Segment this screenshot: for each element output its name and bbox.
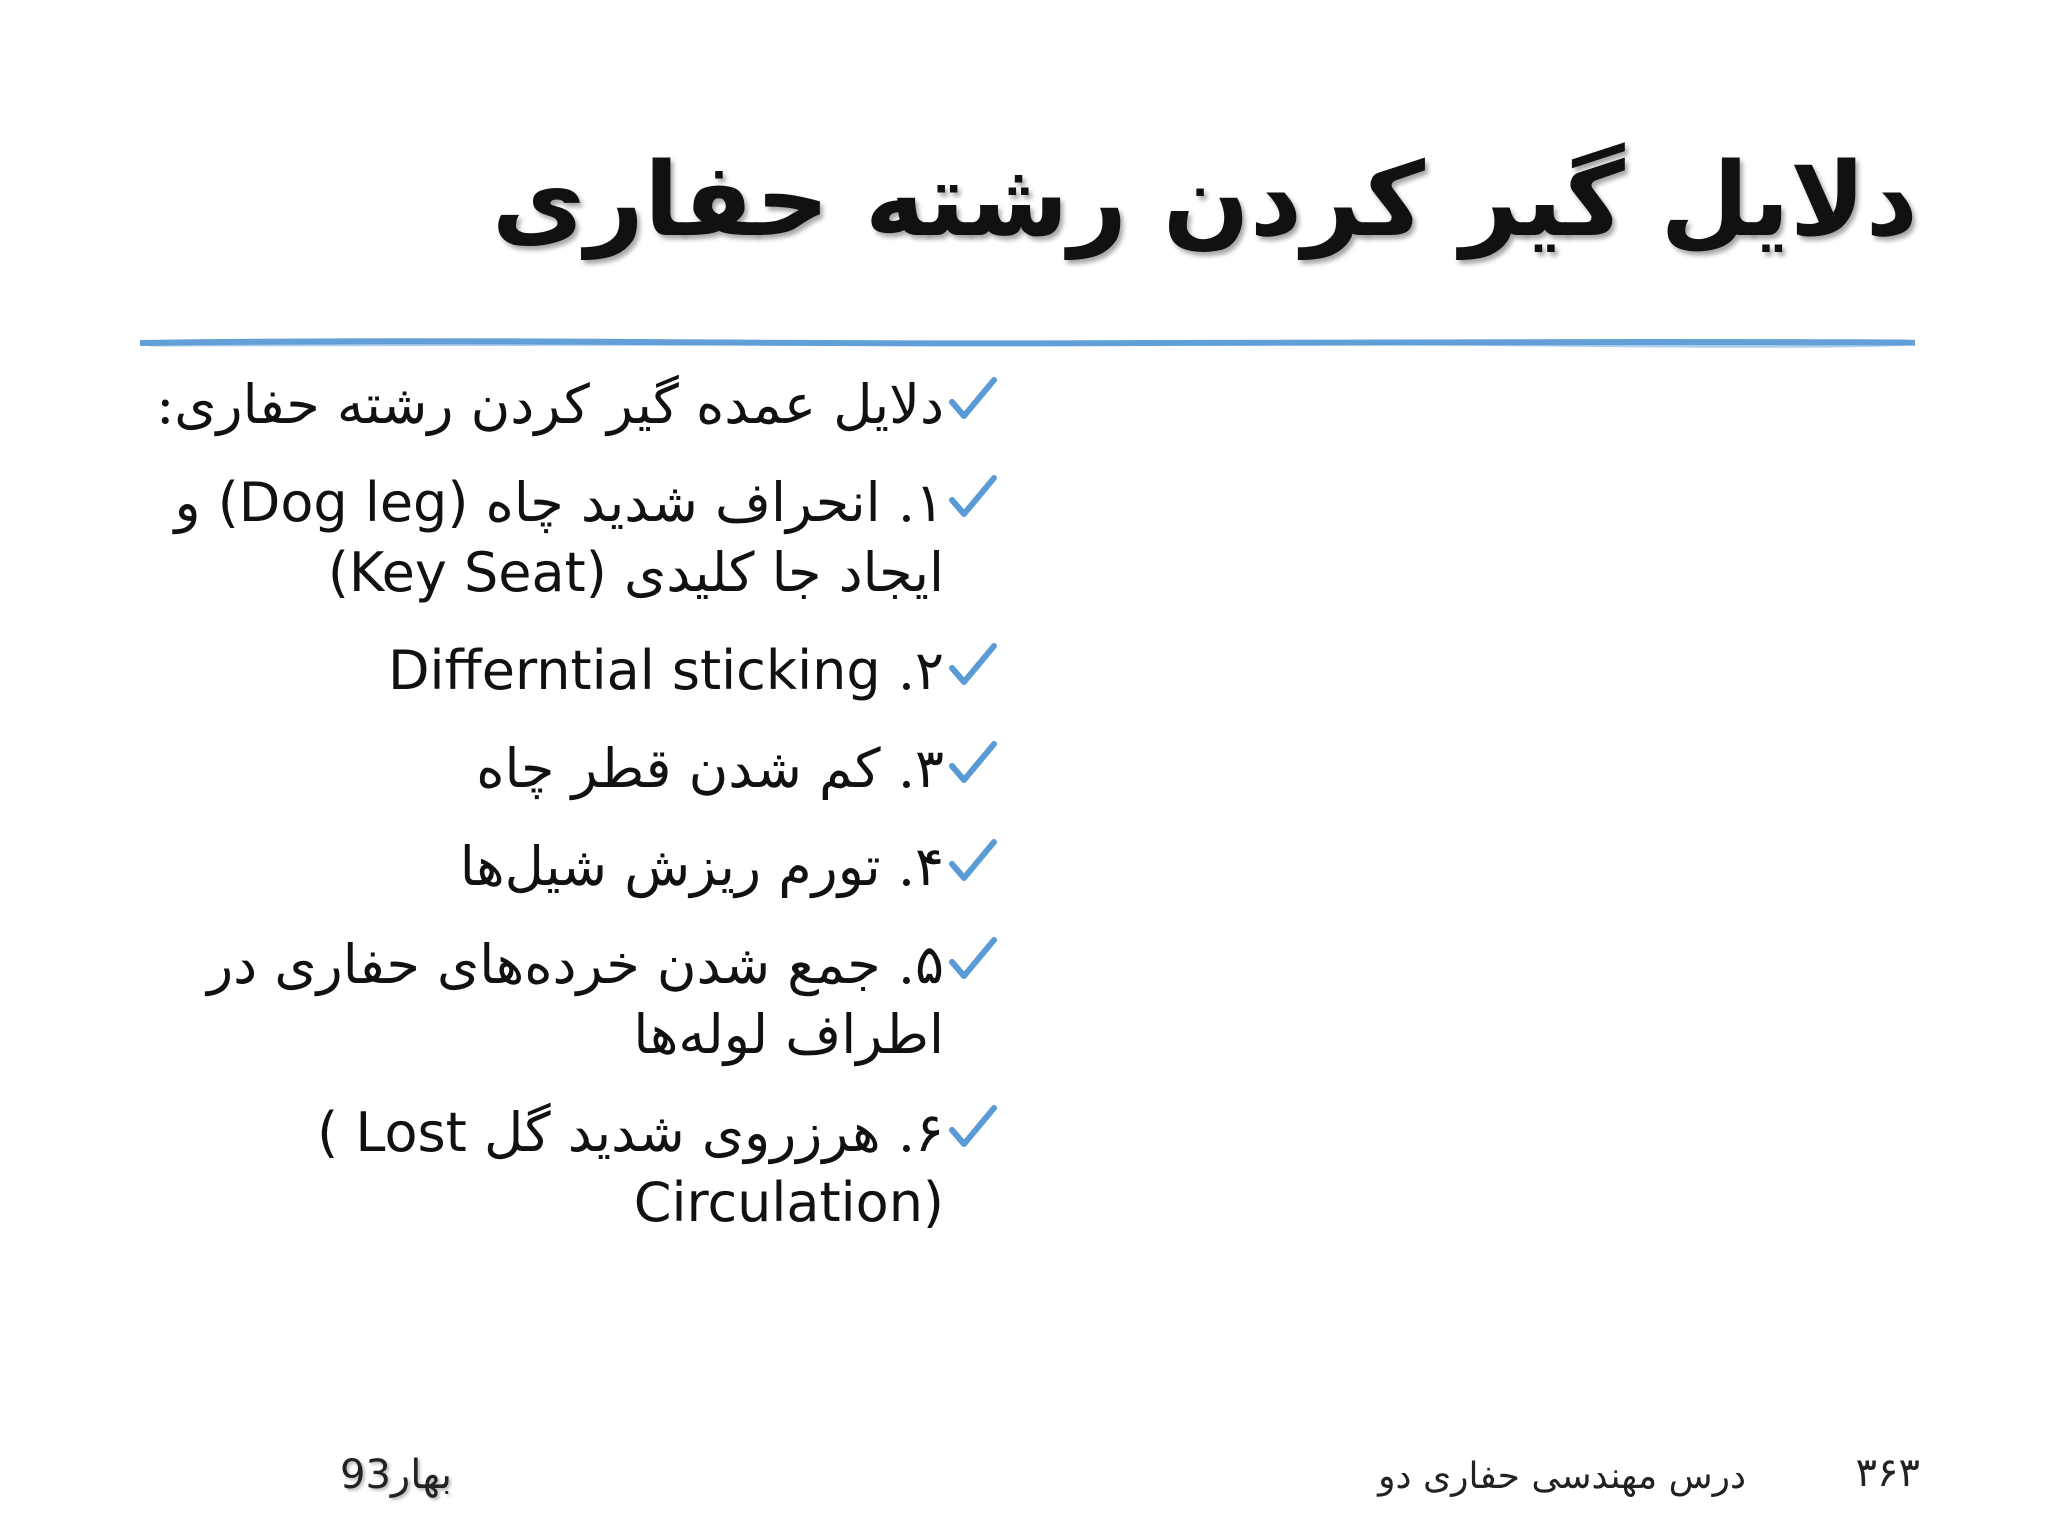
list-item [120, 1098, 1000, 1238]
list-item [120, 636, 1000, 706]
check-icon [944, 932, 1000, 988]
item-text: کم شدن قطر چاه [476, 737, 898, 800]
item-latin-term: Differntial sticking [387, 639, 881, 702]
list-item [120, 734, 1000, 804]
footer-course-title: درس مهندسی حفاری دو [1378, 1456, 1746, 1497]
item-text: دلایل عمده گیر کردن رشته حفاری: [156, 373, 944, 436]
item-number: ۴. [897, 835, 944, 898]
item-number: ۳. [897, 737, 944, 800]
list-item [120, 370, 1000, 440]
check-icon [944, 470, 1000, 526]
item-latin-term: ( Lost Circulation) [317, 1101, 944, 1234]
item-text [881, 639, 898, 702]
check-icon [944, 1100, 1000, 1156]
item-text: انحراف شدید چاه [468, 471, 898, 534]
check-icon [944, 834, 1000, 890]
check-icon [944, 638, 1000, 694]
item-latin-term: (Dog leg) [217, 471, 469, 534]
bullet-list [120, 370, 1000, 1266]
check-icon [944, 372, 1000, 428]
page-number: ۳۶۳ [1855, 1450, 1920, 1496]
item-number: ۲. [897, 639, 944, 702]
slide-title: دلایل گیر کردن رشته حفاری [491, 141, 1918, 260]
item-number: ۵. [897, 933, 944, 996]
item-text: تورم ریزش شیل‌ها [459, 835, 898, 898]
list-item [120, 930, 1000, 1070]
list-item [120, 832, 1000, 902]
item-number: ۱. [897, 471, 944, 534]
item-text: هرزروی شدید گل [466, 1101, 898, 1164]
title-underline [140, 336, 1915, 350]
item-text: جمع شدن خرده‌های حفاری در اطراف لوله‌ها [207, 933, 944, 1066]
list-item [120, 468, 1000, 608]
check-icon [944, 736, 1000, 792]
item-number: ۶. [897, 1101, 944, 1164]
footer-date: بهار93 [340, 1452, 452, 1498]
item-text-continued: و ایجاد جا کلیدی [174, 471, 944, 604]
item-latin-term: (Key Seat) [327, 541, 607, 604]
